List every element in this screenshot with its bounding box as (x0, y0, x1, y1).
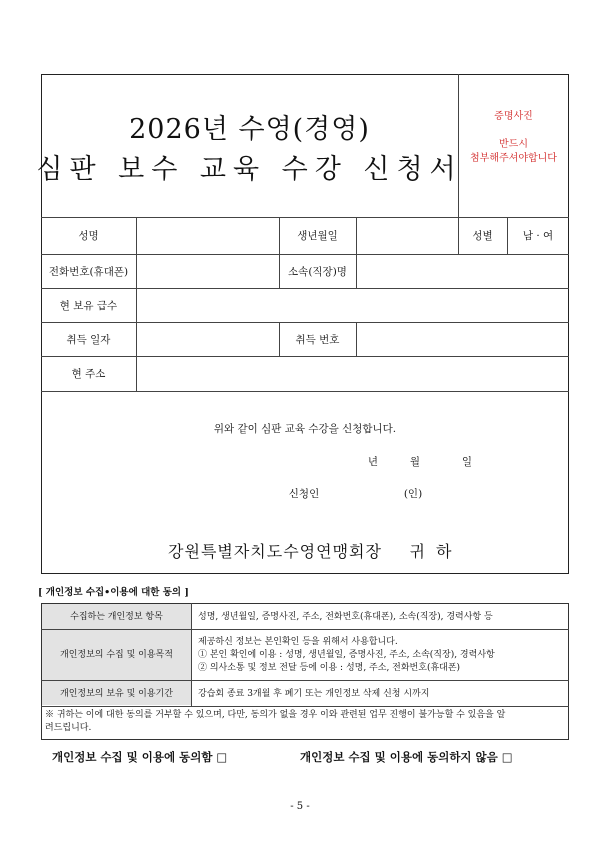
privacy-notice-line2: 려드립니다. (45, 723, 92, 733)
privacy-heading: [ 개인정보 수집•이용에 대한 동의 ] (38, 587, 189, 598)
name-field[interactable] (137, 218, 278, 253)
acquired-date-field[interactable] (137, 323, 278, 355)
disagree-checkbox[interactable]: 개인정보 수집 및 이용에 동의하지 않음 □ (300, 750, 513, 764)
phone-label: 전화번호(휴대폰) (48, 265, 129, 278)
date-year: 년 (367, 455, 379, 468)
privacy-row-value: ② 의사소통 및 정보 전달 등에 이용 : 성명, 주소, 전화번호(휴대폰) (198, 663, 461, 673)
privacy-row-value: 성명, 생년월일, 증명사진, 주소, 전화번호(휴대폰), 소속(직장), 경력사항 등 (198, 612, 493, 622)
acquired-no-label: 취득 번호 (295, 333, 340, 346)
form-title-line1: 2026년 수영(경영) (129, 113, 370, 145)
privacy-row-label: 개인정보의 수집 및 이용목적 (60, 650, 173, 660)
affiliation-field[interactable] (357, 255, 568, 287)
name-label: 성명 (78, 230, 99, 242)
page-number: - 5 - (290, 800, 310, 812)
honorific: 귀 하 (409, 541, 455, 561)
privacy-row-value: 제공하신 정보는 본인확인 등을 위해서 사용합니다. (198, 637, 398, 647)
photo-note-line2: 첨부해주셔야합니다 (470, 153, 557, 164)
privacy-row-label: 수집하는 개인정보 항목 (70, 611, 163, 622)
gender-label: 성별 (472, 230, 493, 242)
address-label: 현 주소 (71, 368, 106, 380)
gender-options[interactable]: 남 · 여 (522, 230, 554, 242)
birth-label: 생년월일 (297, 230, 338, 242)
birth-field[interactable] (357, 218, 457, 253)
photo-label: 증명사진 (494, 111, 533, 122)
acquired-no-field[interactable] (357, 323, 568, 355)
date-month: 월 (409, 455, 421, 468)
grade-field[interactable] (137, 289, 568, 321)
photo-box[interactable] (458, 110, 569, 190)
recipient: 강원특별자치도수영연맹회장 (168, 541, 382, 561)
phone-field[interactable] (137, 255, 278, 287)
privacy-row-value: 강습회 종료 3개월 후 폐기 또는 개인정보 삭제 신청 시까지 (198, 689, 430, 699)
agree-checkbox[interactable]: 개인정보 수집 및 이용에 동의함 □ (52, 750, 228, 764)
privacy-row-value: ① 본인 확인에 이용 : 성명, 생년월일, 증명사진, 주소, 소속(직장), 경력사항 (198, 650, 495, 660)
applicant-signature-field[interactable] (330, 484, 396, 502)
acquired-date-label: 취득 일자 (66, 333, 111, 346)
declaration-text: 위와 같이 심판 교육 수강을 신청합니다. (213, 422, 397, 435)
address-field[interactable] (137, 357, 568, 390)
privacy-row-label: 개인정보의 보유 및 이용기간 (60, 688, 173, 699)
affiliation-label: 소속(직장)명 (288, 265, 347, 278)
photo-note-line1: 반드시 (499, 139, 528, 150)
applicant-label: 신청인 (288, 487, 320, 500)
privacy-notice-line1: ※ 귀하는 이에 대한 동의를 거부할 수 있으며, 다만, 동의가 없을 경우 이와 관련된 업무 진행이 불가능할 수 있음을 알 (45, 710, 506, 720)
seal-label: (인) (403, 487, 423, 500)
date-day: 일 (461, 455, 473, 468)
form-title-line2: 심판 보수 교육 수강 신청서 (36, 153, 463, 185)
grade-label: 현 보유 급수 (59, 299, 118, 312)
